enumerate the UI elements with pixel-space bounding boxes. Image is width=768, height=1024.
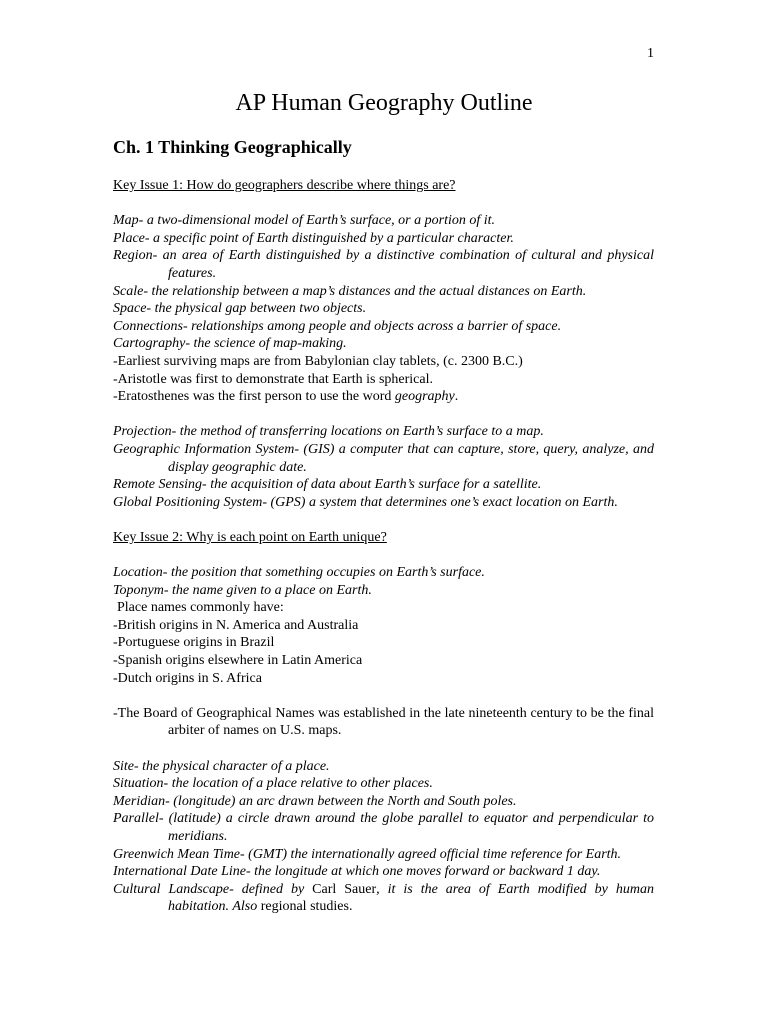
term-remote-sensing: Remote Sensing- the acquisition of data about Earth’s surface for a satellite. bbox=[113, 477, 542, 493]
term-international-date-line: International Date Line- the longitude at which one moves forward or backward 1 day. bbox=[113, 864, 601, 880]
term-gmt: Greenwich Mean Time- (GMT) the internationally agreed official time reference for Earth. bbox=[113, 846, 622, 862]
term-space: Space- the physical gap between two objects. bbox=[113, 301, 367, 317]
term-location: Location- the position that something occupies on Earth’s surface. bbox=[113, 565, 485, 581]
document-title: AP Human Geography Outline bbox=[235, 90, 533, 116]
place-names-british: -British origins in N. America and Australia bbox=[113, 617, 359, 633]
cultural-landscape-part2: , it is the area of Earth modified by human habitation. bbox=[168, 881, 654, 915]
place-names-intro: Place names commonly have: bbox=[117, 600, 284, 616]
term-cartography: Cartography- the science of map-making. bbox=[113, 336, 347, 352]
outline-body bbox=[113, 177, 654, 916]
fact-babylonian-maps: -Earliest surviving maps are from Babylonian clay tablets, (c. 2300 B.C.) bbox=[113, 353, 523, 369]
place-names-spanish: -Spanish origins elsewhere in Latin America bbox=[113, 653, 363, 669]
term-toponym: Toponym- the name given to a place on Earth. bbox=[113, 582, 372, 598]
term-site: Site- the physical character of a place. bbox=[113, 758, 330, 774]
cultural-landscape-sauer: Carl Sauer bbox=[312, 881, 377, 897]
term-projection: Projection- the method of transferring locations on Earth’s surface to a map. bbox=[113, 424, 544, 440]
cultural-landscape-part1: Cultural Landscape- defined by bbox=[113, 881, 313, 897]
cultural-landscape-also: Also bbox=[232, 899, 258, 915]
board-of-geographical-names: -The Board of Geographical Names was established in the late nineteenth century to be the final arbiter of names on U.S. maps. bbox=[113, 705, 654, 739]
term-cultural-landscape bbox=[113, 881, 654, 916]
fact-eratosthenes bbox=[113, 388, 654, 406]
key-issue-2-heading: Key Issue 2: Why is each point on Earth unique? bbox=[113, 529, 387, 545]
fact-eratosthenes-word: geography bbox=[394, 389, 455, 405]
term-situation: Situation- the location of a place relative to other places. bbox=[113, 776, 433, 792]
fact-eratosthenes-end: . bbox=[454, 389, 459, 405]
place-names-portuguese: -Portuguese origins in Brazil bbox=[113, 635, 275, 651]
term-gis: Geographic Information System- (GIS) a computer that can capture, store, query, analyze, and display geographic date. bbox=[113, 441, 654, 475]
key-issue-1-heading: Key Issue 1: How do geographers describe where things are? bbox=[113, 178, 456, 193]
term-gps: Global Positioning System- (GPS) a system that determines one’s exact location on Earth. bbox=[113, 494, 618, 510]
page-number: 1 bbox=[647, 46, 654, 61]
term-place: Place- a specific point of Earth distinguished by a particular character. bbox=[113, 230, 514, 246]
place-names-dutch: -Dutch origins in S. Africa bbox=[113, 670, 262, 686]
term-meridian: Meridian- (longitude) an arc drawn between the North and South poles. bbox=[113, 793, 517, 809]
term-parallel: Parallel- (latitude) a circle drawn around the globe parallel to equator and perpendicular to meridians. bbox=[113, 811, 654, 844]
term-region: Region- an area of Earth distinguished by a distinctive combination of cultural and physical features. bbox=[113, 248, 654, 281]
fact-aristotle: -Aristotle was first to demonstrate that Earth is spherical. bbox=[113, 371, 433, 387]
term-connections: Connections- relationships among people and objects across a barrier of space. bbox=[113, 318, 562, 334]
chapter-heading: Ch. 1 Thinking Geographically bbox=[113, 137, 352, 157]
term-scale: Scale- the relationship between a map’s distances and the actual distances on Earth. bbox=[113, 283, 587, 299]
fact-eratosthenes-text: -Eratosthenes was the first person to use the word bbox=[113, 389, 395, 405]
cultural-landscape-part3: regional studies. bbox=[257, 899, 353, 915]
term-map: Map- a two-dimensional model of Earth’s surface, or a portion of it. bbox=[113, 213, 496, 229]
